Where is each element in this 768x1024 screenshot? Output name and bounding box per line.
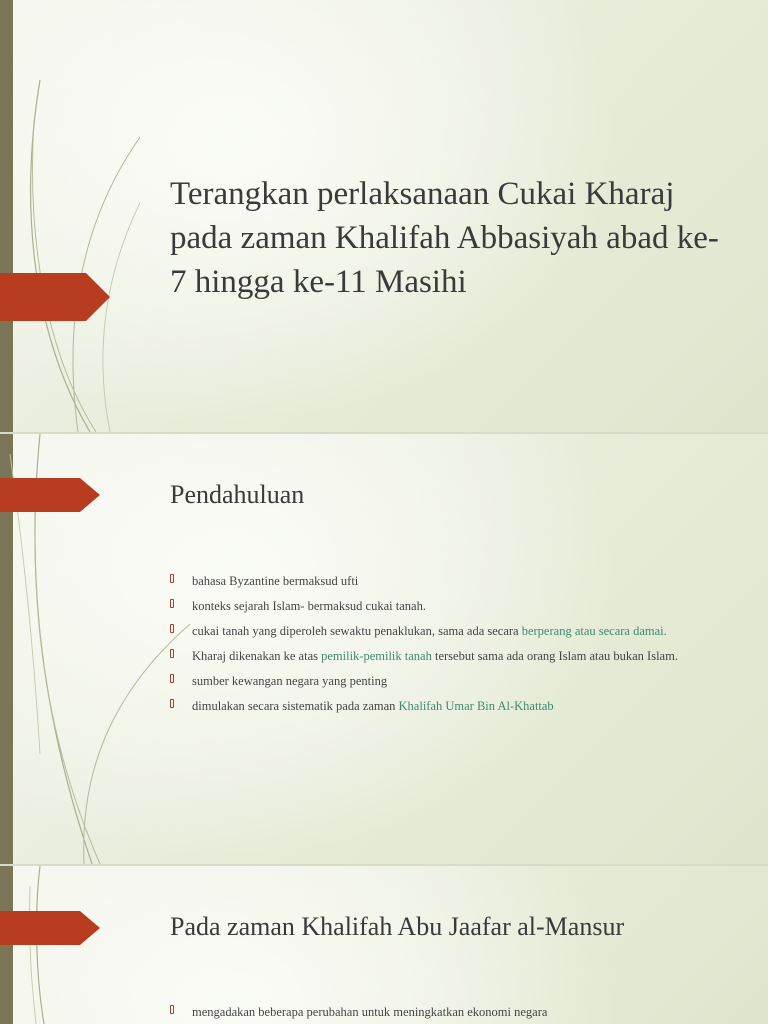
bullet-icon xyxy=(170,1005,174,1014)
slide-sidebar xyxy=(0,0,13,432)
slide-pendahuluan xyxy=(0,434,768,864)
section-heading: Pendahuluan xyxy=(170,480,305,509)
slide-abu-jaafar xyxy=(0,866,768,1024)
accent-arrow-tab xyxy=(0,478,100,512)
list-item: konteks sejarah Islam- bermaksud cukai tanah. xyxy=(170,598,730,615)
slide-title xyxy=(0,0,768,432)
bullet-icon xyxy=(170,574,174,583)
bullet-icon xyxy=(170,674,174,683)
bullet-icon xyxy=(170,699,174,708)
highlighted-text: pemilik-pemilik tanah xyxy=(321,649,432,663)
section-heading: Pada zaman Khalifah Abu Jaafar al-Mansur xyxy=(170,912,625,941)
decorative-swirl xyxy=(0,0,140,432)
accent-arrow-tab xyxy=(0,273,110,321)
bullet-icon xyxy=(170,599,174,608)
bullet-icon xyxy=(170,624,174,633)
slide-title-text: Terangkan perlaksanaan Cukai Kharaj pada zaman Khalifah Abbasiyah abad ke-7 hingga ke-11 Masihi xyxy=(170,176,719,300)
highlighted-text: Khalifah Umar Bin Al-Khattab xyxy=(398,699,554,713)
bullet-icon xyxy=(170,649,174,658)
bullet-list xyxy=(170,573,730,723)
accent-arrow-tab xyxy=(0,911,100,945)
bullet-list xyxy=(170,1004,730,1024)
list-item: mengadakan beberapa perubahan untuk meningkatkan ekonomi negara xyxy=(170,1004,730,1021)
list-item: bahasa Byzantine bermaksud ufti xyxy=(170,573,730,590)
highlighted-text: berperang atau secara damai. xyxy=(521,624,667,638)
list-item: sumber kewangan negara yang penting xyxy=(170,673,730,690)
list-item: dimulakan secara sistematik pada zaman Khalifah Umar Bin Al-Khattab xyxy=(170,698,730,715)
list-item: Kharaj dikenakan ke atas pemilik-pemilik tanah tersebut sama ada orang Islam atau bukan Islam. xyxy=(170,648,730,665)
decorative-swirl xyxy=(0,866,120,1024)
list-item: cukai tanah yang diperoleh sewaktu penaklukan, sama ada secara berperang atau secara damai. xyxy=(170,623,730,640)
slide-sidebar xyxy=(0,866,13,1024)
